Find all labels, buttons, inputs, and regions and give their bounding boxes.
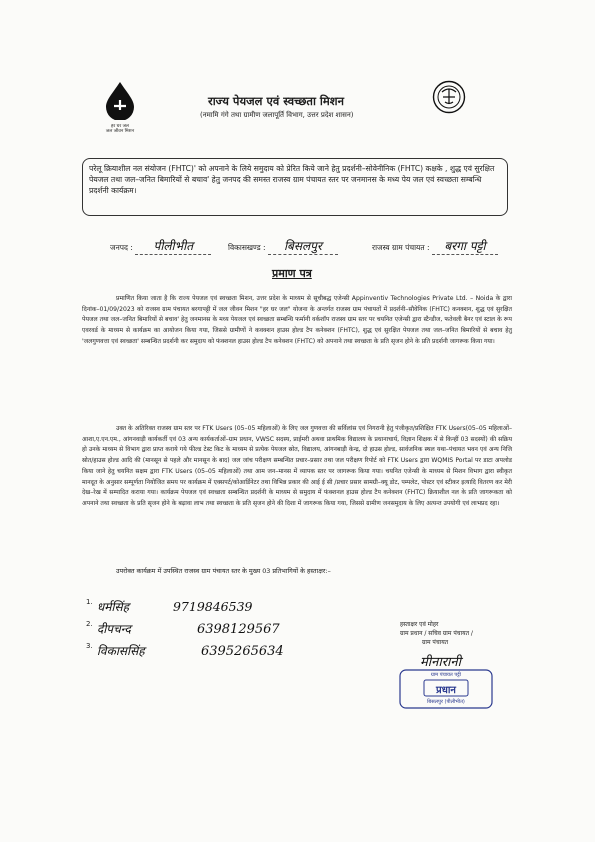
participant-row: $^{2.}$ दीपचन्द 6398129567 (86, 620, 280, 637)
participant-name: धर्मसिंह (96, 600, 129, 614)
participant-name: दीपचन्द (96, 622, 131, 636)
district-field (110, 237, 211, 255)
document-title: राज्य पेयजल एवं स्वच्छता मिशन (208, 94, 344, 108)
seal-top-text: ग्राम पंचायत पट्टी (431, 672, 461, 678)
logo-caption: हर घर जल जल जीवन मिशन (105, 124, 135, 134)
panchayat-value: बरगा पट्टी (432, 237, 498, 255)
authority-block (400, 620, 473, 647)
participant-row: $^{3.}$ विकाससिंह 6395265634 (86, 642, 284, 659)
authority-line-2: ग्राम प्रधान / सचिव ग्राम पंचायत / (400, 630, 473, 637)
participants-list (86, 598, 346, 664)
certificate-title: प्रमाण पत्र (272, 267, 312, 280)
authority-line-1: हस्ताक्षर एवं मोहर (400, 621, 439, 628)
authority-line-3: ग्राम पंचायत (422, 639, 449, 646)
paragraph-1: प्रमाणित किया जाता है कि राज्य पेयजल एवं स्वच्छता मिशन, उत्तर प्रदेश के माध्यम से सूचीबद्ध एजेन्सी Appinventiv Technologies Private Ltd. – Noida के द्वारा दिनांक–01/09/2023 को राजस्व ग्राम पंचायत बरगापट्टी में जल जीवन मिशन "हर घर जल" योजना के अन्तर्गत राजस्व ग्राम पंचायतों में प्रदर्शनी–सौवेनिक (FHTC) कनक्शन, शुद्ध एवं सुरक्षित पेयजल तथा जल–जनित बिमारियों से बचाव' हेतु जनमानस के मध्य पेयजल एवं स्वच्छता सम्बन्धि फर्मानी वर्कशॉप राजस्व ग्राम स्तर पर चयनित एजेन्सी द्वारा स्टैन्डीज, फतेवली बैनर एवं स्टाल के रूप एवरवर्ड के माध्यम से कार्यक्रम का आयोजन किया गया, जिससे ग्रामीणों ने कवक्शन हाउस होल्ड टैप कनेक्शन (FHTC), शुद्ध एवं सुरक्षित पेयजल तथा जल–जनित बिमारियों से बचाव हेतु 'जलगुणवत्ता एवं स्वच्छता' सम्बन्धित प्रदर्शनी कर समुदाय को फंक्शनल हाउस होल्ड टैप कनेक्शन (FHTC) को अपनाने तथा स्वच्छता के प्रति सृजन होने के प्रति प्रदर्शनी जागरूक किया गया। (82, 295, 512, 345)
participant-name: विकाससिंह (96, 644, 145, 658)
panchayat-label: राजस्व ग्राम पंचायत : (372, 243, 430, 252)
district-value: पीलीभीत (135, 237, 211, 255)
block-field (228, 237, 338, 255)
seal-bottom-text: बिसलपुर (पीलीभीत) (427, 699, 465, 705)
participant-phone: 6398129567 (196, 622, 280, 637)
block-label: विकासखण्ड : (228, 243, 266, 252)
panchayat-field (372, 237, 498, 255)
seal-main-text: प्रधान (436, 685, 456, 696)
document-subtitle: (नमामि गंगे तथा ग्रामीण जलापूर्ति विभाग, उत्तर प्रदेश शासन) (200, 111, 354, 119)
jal-jeevan-mission-logo (100, 80, 140, 134)
up-government-emblem (432, 80, 466, 118)
block-value: बिसलपुर (268, 237, 338, 255)
authority-signature: मीनारानी (420, 655, 461, 670)
district-label: जनपद : (110, 243, 133, 252)
participants-intro: उपरोक्त कार्यक्रम में उपस्थित राजस्व ग्राम पंचायत स्तर के मुख्य 03 प्रतिभागियों के हस्ताक्षर:– (116, 567, 331, 575)
intro-box: परेलू क्रियाशील नल संयोजन (FHTC)' को अपनाने के लिये समुदाय को प्रेरित किये जाने हेतु प्रदर्शनी–सोवेनीनिक (FHTC) कक्षके , शुद्ध एवं सुरक्षित पेयजल तथा जल–जनित बिमारियों से बचाव' हेतु जनपद की समस्त राजस्व ग्राम पंचायत स्तर पर जनमानस के मध्य पेय जल एवं स्वच्छता सम्बन्धि प्रदर्शनी कार्यक्रम। (82, 158, 508, 216)
participant-row: $^{1.}$ धर्मसिंह 9719846539 (86, 598, 253, 614)
participant-phone: 6395265634 (200, 644, 284, 659)
participant-phone: 9719846539 (172, 599, 253, 614)
paragraph-2: उक्त के अतिरिक्त राजस्व ग्राम स्तर पर FTK Users (05–05 महिलाओं) के लिए जल गुणवत्ता की सर्विलांस एवं निगरानी हेतु पंजीकृत/प्रशिक्षित FTK Users(05–05 महिलाओं–आशा,ए.एन.एम., आंगनवाड़ी कार्यकर्ती एवं 03 अन्य कार्यकर्ताओं–ग्राम प्रधान, VWSC सदस्य, प्राईमरी अथवा प्राथमिक विद्यालय के प्रधानाचार्य, विज्ञान शिक्षक में से किन्हीं 03 सदस्यों) की सक्रिय हो उनके माध्यम से विभाग द्वारा प्राप्त कराये गये फील्ड टेस्ट किट के माध्यम से प्रत्येक पेयजल स्रोत, विद्यालय, आंगनबाड़ी केन्द्र, दो हाउस होल्ड, सार्वजनिक स्थल यथा–पंचायत भवन एवं अन्य निजि स्रोत/हाउस होल्ड आदि की (मानसून से पहले और मानसून के बाद) जल जांच परीक्षण सम्बन्धित प्रचार–प्रसार तथा जल परीक्षण रिपोर्ट को FTK Users द्वारा WQMIS Portal पर डाटा अपलोड किया जाने हेतु चयनित सक्षम द्वारा FTK Users (05–05 महिलाओं) तथा आम जन–मानस में व्यापक स्तर पर जागरूक किया गया। चयनित एजेन्सी के माध्यम से मिशन विभाग द्वारा स्वीकृत मानदूत के अनुसार सम्पूर्णता नियोजित समय पर कार्यक्रम में एक्सपर्ट/कोआर्डिनेटर तथा विभिन्न प्रकार की आई ई सी /प्रचार प्रसार सामग्री–क्यू डोट, पम्पलेट, पोस्टर एवं स्टीकर इत्यादि वितरण कर मेरी देख–रेख में सम्पादित कराया गया। कार्यक्रम पेयजल एवं स्वच्छता सम्बन्धित प्रदर्शनी के माध्यम से समुदाय में फंक्शनल हाउस होल्ड टैप कनेक्शन (FHTC) क्रियाशील नल के प्रति जागरूकता को अपनाने तथा स्वच्छता के प्रति सृजन होने के बढ़ावा लाभ तथा स्वच्छता के प्रति सृजन होने की दिशा में जागरूक किया गया, जिससे ग्रामीण जनसमुदाय के लिए अत्यन्त उपयोगी एवं लाभप्रद रहा। (82, 425, 512, 507)
pradhan-seal (398, 668, 494, 710)
